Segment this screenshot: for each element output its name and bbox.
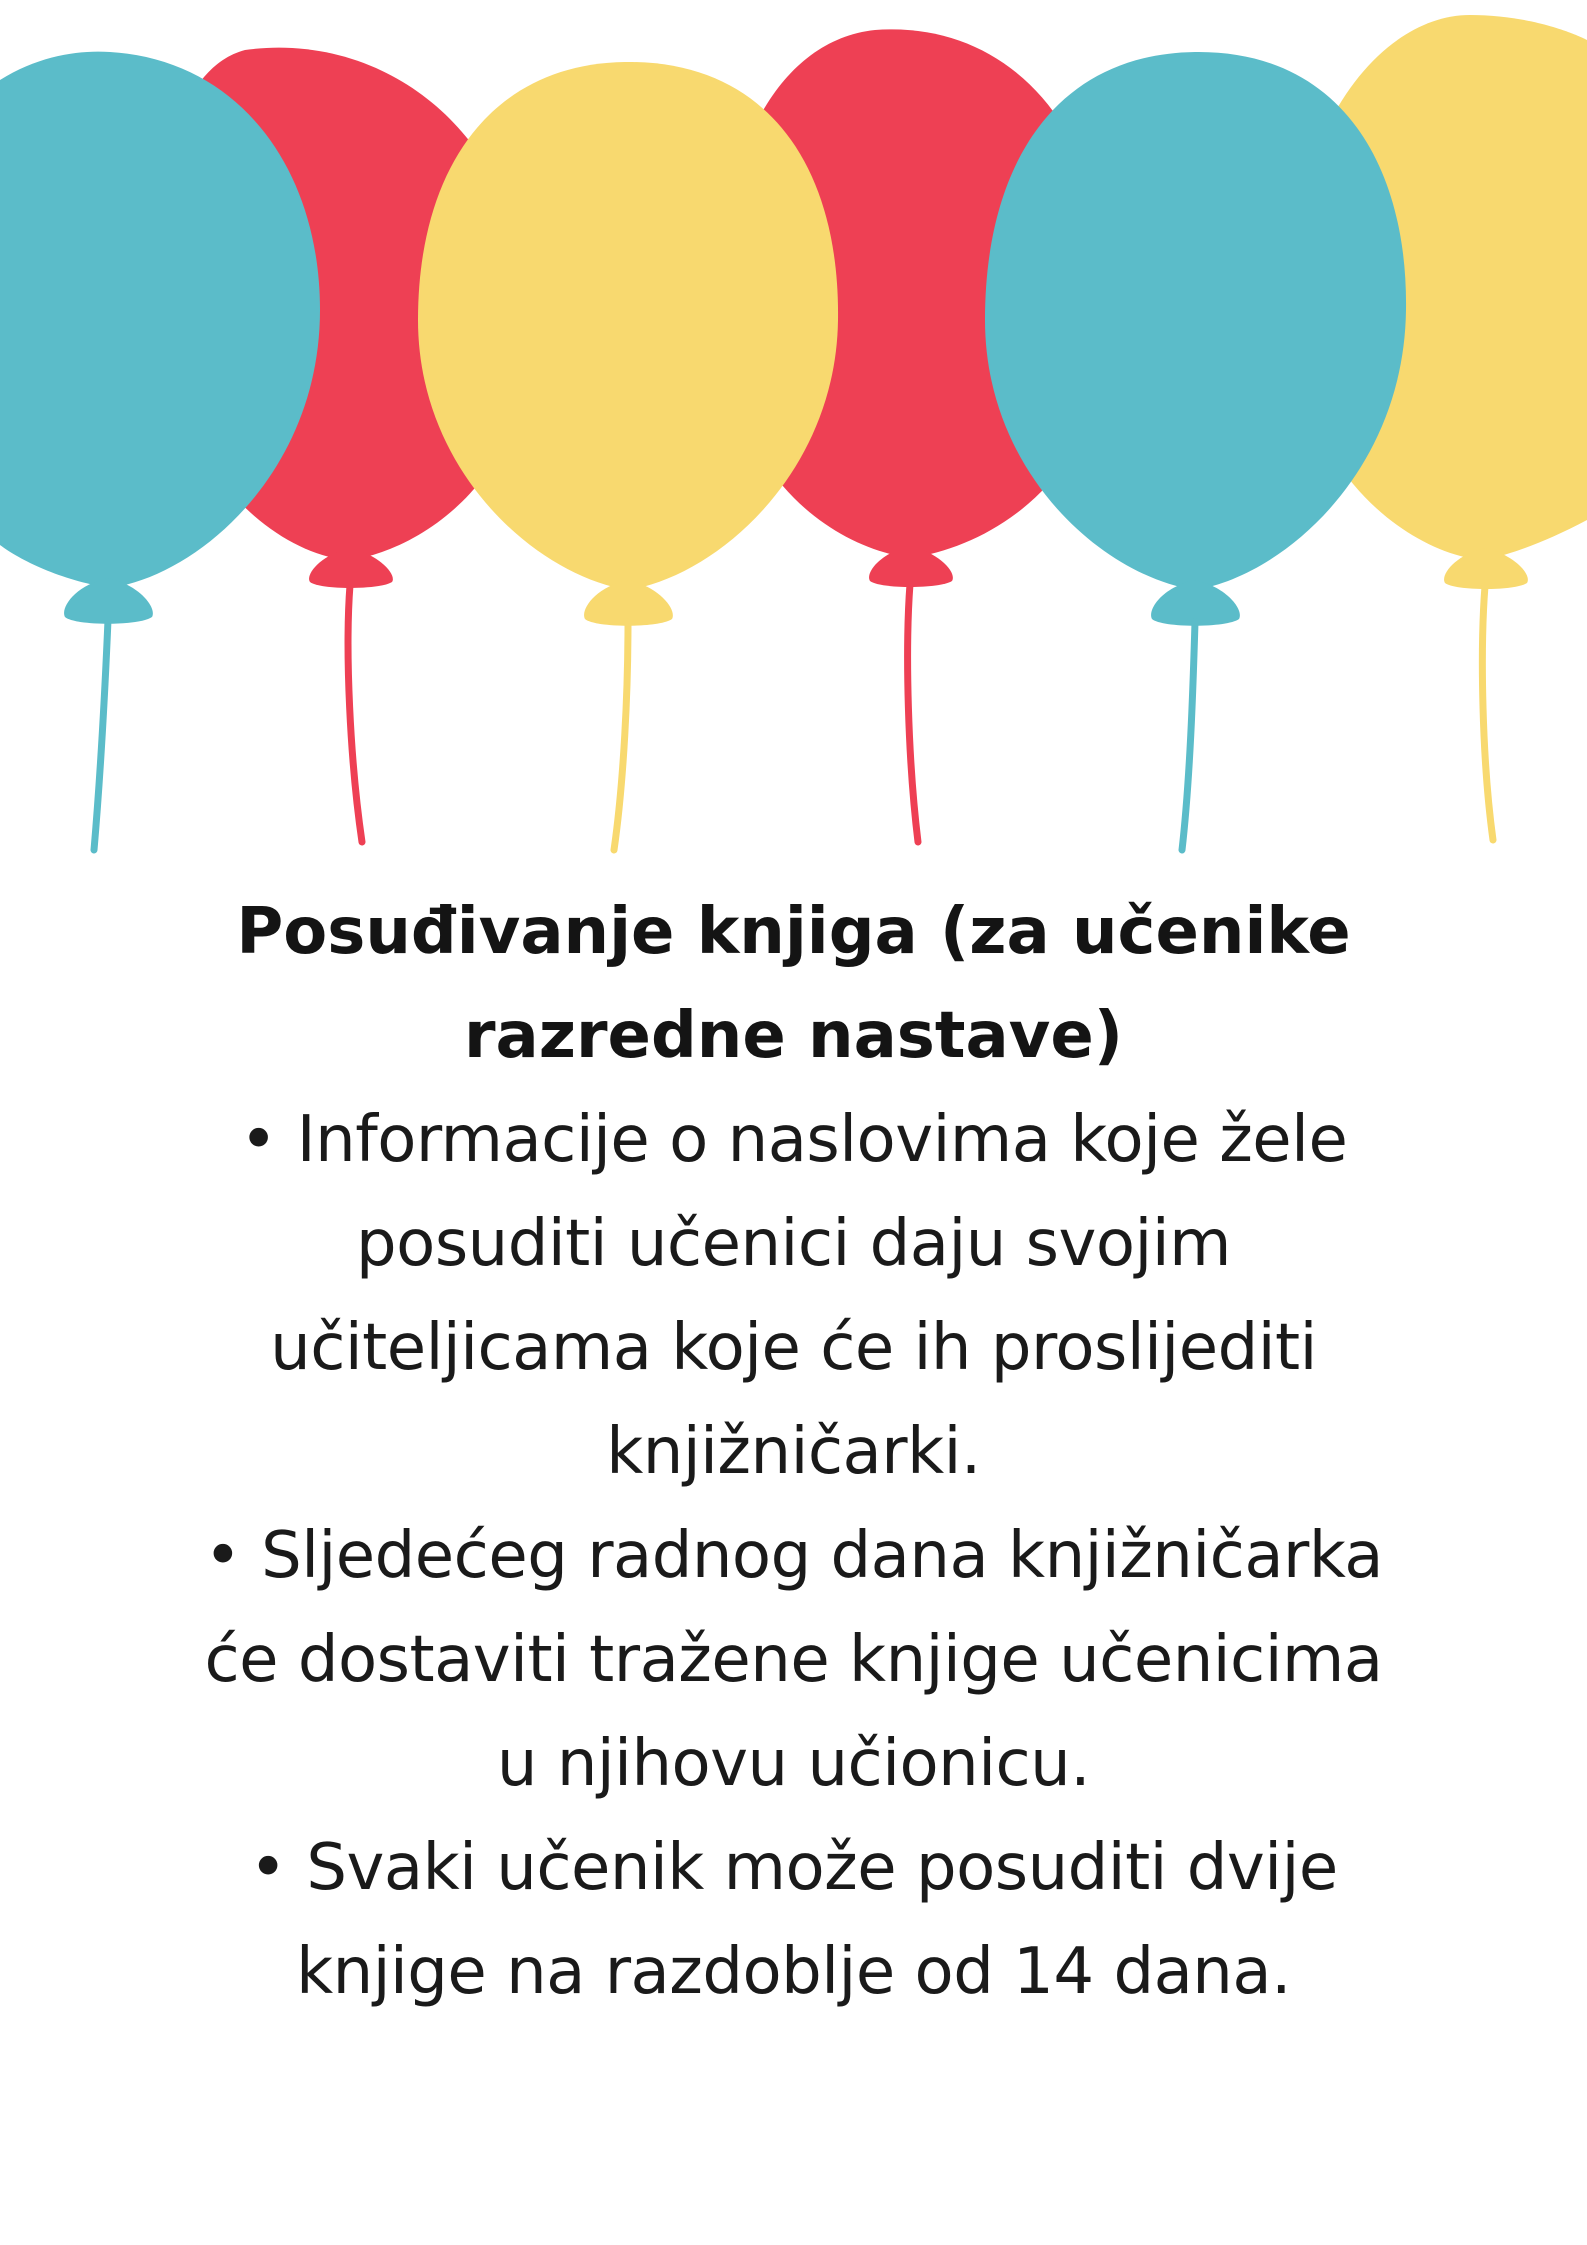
body-line-1: • Informacije o naslovima koje žele bbox=[239, 1103, 1348, 1177]
body-line-4: knjižničarki. bbox=[606, 1415, 981, 1489]
title-line-2: razredne nastave) bbox=[463, 999, 1124, 1073]
title-line-1: Posuđivanje knjiga (za učenike bbox=[236, 895, 1351, 969]
body-line-7: u njihovu učionicu. bbox=[496, 1727, 1091, 1801]
body-line-8: • Svaki učenik može posuditi dvije bbox=[249, 1831, 1338, 1905]
body-line-3: učiteljicama koje će ih proslijediti bbox=[270, 1311, 1317, 1385]
balloon-teal-right bbox=[985, 52, 1406, 850]
balloons-decoration bbox=[0, 0, 1587, 860]
body-line-6: će dostaviti tražene knjige učenicima bbox=[204, 1623, 1383, 1697]
body-line-5: • Sljedećeg radnog dana knjižničarka bbox=[204, 1519, 1383, 1593]
balloon-yellow-middle bbox=[418, 62, 838, 850]
balloon-teal-left bbox=[0, 52, 320, 850]
body-line-2: posuditi učenici daju svojim bbox=[356, 1207, 1231, 1281]
announcement-text bbox=[0, 880, 1587, 2024]
body-line-9: knjige na razdoblje od 14 dana. bbox=[296, 1935, 1291, 2009]
